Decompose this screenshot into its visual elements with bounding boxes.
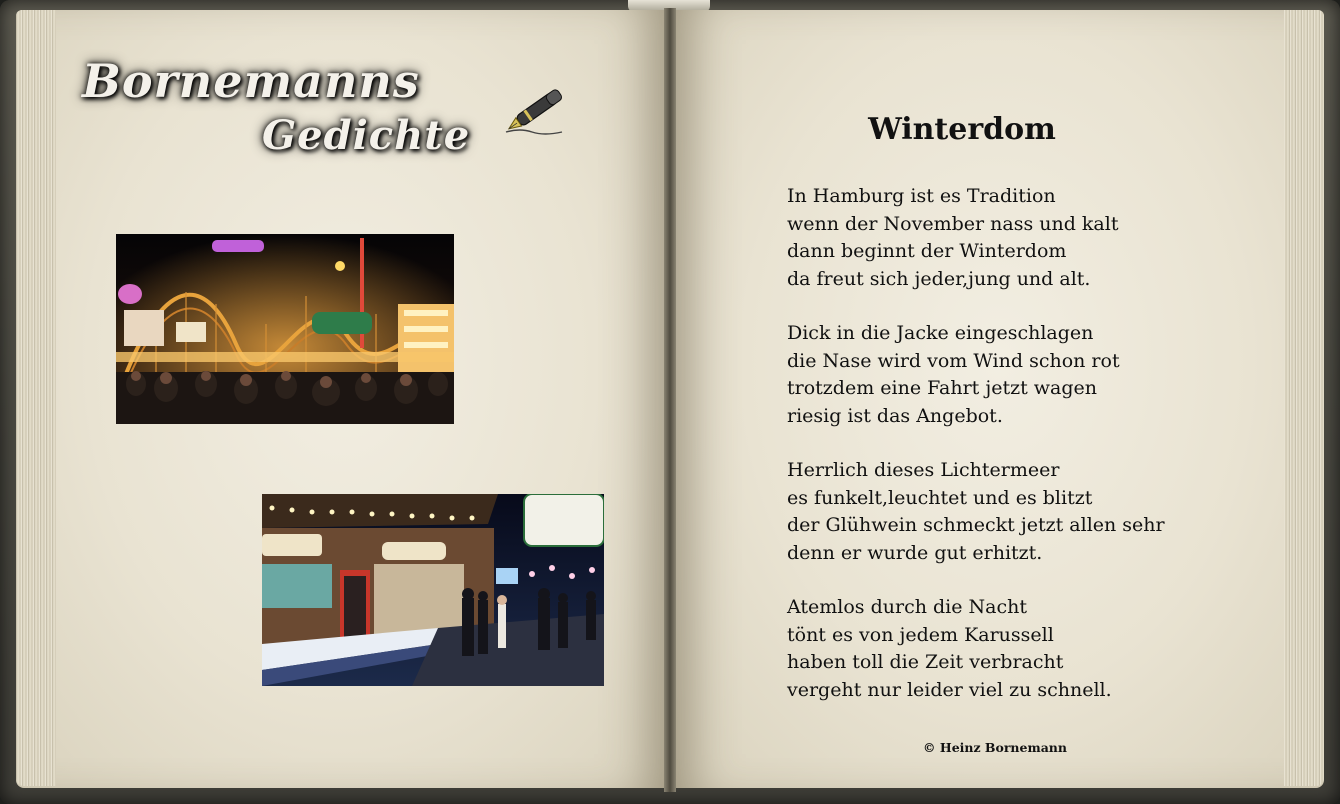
winterdom-rollercoaster-photo <box>116 234 454 424</box>
poem-stanza-3 <box>787 457 1207 567</box>
copyright-notice: © Heinz Bornemann <box>923 740 1067 755</box>
poem-line: Atemlos durch die Nacht <box>787 596 1027 618</box>
logo-line-1: Bornemanns <box>82 54 420 108</box>
poem-line: denn er wurde gut erhitzt. <box>787 541 1043 564</box>
poem-line: trotzdem eine Fahrt jetzt wagen <box>787 377 1098 399</box>
poem-title: Winterdom <box>868 112 1056 147</box>
poem-line: Herrlich dieses Lichtermeer <box>787 459 1060 481</box>
right-page-edges <box>1284 10 1324 786</box>
poem-line: tönt es von jedem Karussell <box>787 623 1054 646</box>
winterdom-food-stalls-photo <box>262 494 604 686</box>
poem-line: da freut sich jeder,jung und alt. <box>787 267 1091 290</box>
logo-line-2: Gedichte <box>262 112 471 159</box>
poem-line: Dick in die Jacke eingeschlagen <box>787 322 1094 344</box>
poem-stanza-1 <box>787 183 1207 293</box>
book-spine <box>664 8 676 792</box>
poem-stanza-2 <box>787 320 1207 430</box>
poem-line: riesig ist das Angebot. <box>787 404 1003 427</box>
poem-line: haben toll die Zeit verbracht <box>787 651 1064 673</box>
poem-line: der Glühwein schmeckt jetzt allen sehr <box>787 514 1165 536</box>
poem-line: In Hamburg ist es Tradition <box>787 185 1056 207</box>
site-logo[interactable] <box>82 54 502 164</box>
poem-stanza-4 <box>787 594 1207 704</box>
poem-line: wenn der November nass und kalt <box>787 212 1119 235</box>
poem-line: die Nase wird vom Wind schon rot <box>787 349 1120 372</box>
poem-line: dann beginnt der Winterdom <box>787 240 1067 262</box>
poem-line: vergeht nur leider viel zu schnell. <box>787 678 1112 701</box>
poem-line: es funkelt,leuchtet und es blitzt <box>787 486 1093 509</box>
fountain-pen-icon <box>500 74 580 140</box>
left-page-edges <box>16 10 56 786</box>
